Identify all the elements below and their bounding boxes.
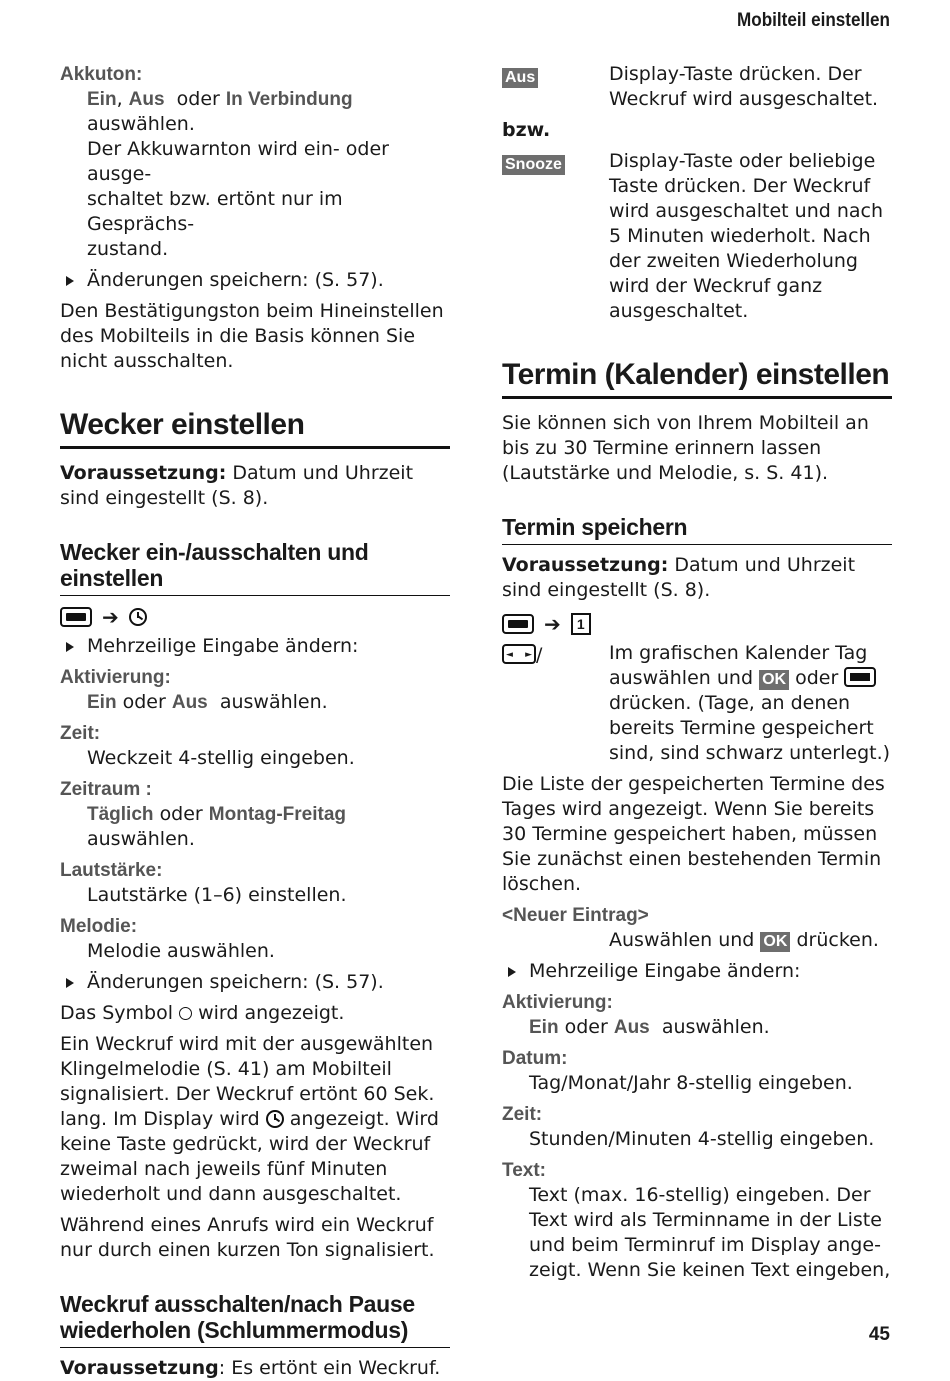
zeit-description: Weckzeit 4-stellig eingeben. — [87, 747, 355, 769]
snooze-key-table — [502, 149, 892, 324]
section-title-termin: Termin (Kalender) einstellen — [502, 358, 892, 399]
termin-list-note: Die Liste der gespeicherten Termine des Tages wird angezeigt. Wenn Sie bereits 30 Termine gespeichert haben, müssen Sie zunächst einen bestehenden Termin löschen. — [502, 773, 885, 895]
snooze-description: Display-Taste oder beliebige Taste drücken. Der Weckruf wird ausgeschaltet und nach 5 Minuten wiederholt. Nach der zweiten Wiederholung wird der Weckruf ganz ausgeschaltet. — [609, 150, 884, 322]
right-column — [502, 62, 892, 1283]
arrow-right-icon: ➔ — [544, 611, 561, 636]
symbol-note — [60, 1001, 450, 1026]
requirement-label: Voraussetzung — [60, 1357, 219, 1379]
requirement-text: Datum und Uhrzeit sind eingestellt (S. 8). — [60, 462, 414, 509]
menu-key-icon — [844, 667, 876, 687]
option-ein: Ein — [87, 89, 117, 110]
save-changes-step: Änderungen speichern: (S. 57). — [60, 970, 450, 995]
snooze-softkey: Snooze — [502, 155, 565, 175]
requirement-label: Voraussetzung: — [60, 462, 227, 484]
aktivierung-label: Aktivierung: — [502, 992, 613, 1013]
text-label: Text: — [502, 1160, 546, 1181]
subsection-title-wecker-ein-aus: Wecker ein-/ausschalten und einstellen — [60, 539, 450, 596]
calendar-icon: 1 — [571, 613, 591, 635]
left-column — [60, 62, 450, 1381]
option-in-verbindung: In Verbindung — [225, 89, 353, 110]
text-description: Text (max. 16-stellig) eingeben. Der Text wird als Terminname in der Liste und beim Terminruf im Display angezeigt. Wenn Sie keinen Text eingeben, — [529, 1184, 891, 1281]
text: Auswählen und — [609, 929, 755, 951]
lautstaerke-description: Lautstärke (1–6) einstellen. — [87, 884, 347, 906]
option-ein: Ein — [529, 1017, 559, 1038]
text: zustand. — [87, 238, 169, 260]
or-text: oder — [176, 88, 220, 110]
snooze-key-table — [502, 62, 892, 112]
zeitraum-description — [60, 802, 450, 852]
requirement — [60, 461, 450, 511]
menu-path — [502, 607, 892, 641]
ok-softkey: OK — [760, 932, 790, 952]
lautstaerke-label: Lautstärke: — [60, 860, 163, 881]
aus-softkey: Aus — [502, 68, 538, 88]
requirement-label: Voraussetzung: — [502, 554, 669, 576]
alarm-symbol-icon — [179, 1007, 192, 1020]
text: Der Akkuwarnton wird ein- oder ausge- — [87, 138, 389, 185]
text: auswählen. — [661, 1016, 770, 1038]
text: drücken. — [796, 929, 879, 951]
akkuton-label: Akkuton: — [60, 64, 143, 85]
text: wird angezeigt. — [198, 1002, 345, 1024]
text: auswählen. — [87, 828, 195, 850]
melodie-description: Melodie auswählen. — [87, 940, 275, 962]
navigation-key-icon — [502, 644, 536, 664]
alarm-clock-icon — [129, 608, 147, 626]
calendar-select-step — [502, 641, 892, 766]
zeit-label: Zeit: — [60, 723, 101, 744]
menu-key-icon — [60, 607, 92, 627]
slash-text: / — [536, 644, 543, 666]
option-taeglich: Täglich — [87, 804, 154, 825]
text: auswählen. — [87, 113, 195, 135]
section-title-wecker: Wecker einstellen — [60, 408, 450, 449]
datum-description: Tag/Monat/Jahr 8-stellig eingeben. — [529, 1072, 853, 1094]
multiline-edit-step: Mehrzeilige Eingabe ändern: — [502, 959, 892, 984]
arrow-right-icon: ➔ — [102, 604, 119, 629]
option-aus: Aus — [171, 692, 208, 713]
weckruf-note — [60, 1032, 450, 1207]
text: schaltet bzw. ertönt nur im Gesprächs- — [87, 188, 343, 235]
option-aus: Aus — [613, 1017, 650, 1038]
neuer-eintrag-label: <Neuer Eintrag> — [502, 905, 649, 926]
text: drücken. (Tage, an denen bereits Termine gespeichert sind, sind schwarz unterlegt.) — [609, 692, 891, 764]
option-aus: Aus — [128, 89, 165, 110]
bzw-text: bzw. — [502, 119, 551, 141]
subsection-title-weckruf-ausschalten: Weckruf ausschalten/nach Pause wiederholen (Schlummermodus) — [60, 1291, 450, 1348]
aktivierung-description — [60, 690, 450, 715]
aus-description: Display-Taste drücken. Der Weckruf wird ausgeschaltet. — [609, 63, 879, 110]
or-text: oder — [122, 691, 166, 713]
zeit-label: Zeit: — [502, 1104, 543, 1125]
subsection-title-termin-speichern: Termin speichern — [502, 514, 892, 545]
menu-key-icon — [502, 614, 534, 634]
text: auswählen. — [219, 691, 328, 713]
akkuton-description: Ein, Aus oder In Verbindung auswählen. Der Akkuwarnton wird ein- oder ausge- schaltet bzw. ertönt nur im Gesprächs- zustand. — [87, 88, 389, 260]
requirement-text: Datum und Uhrzeit sind eingestellt (S. 8). — [502, 554, 856, 601]
text: Das Symbol — [60, 1002, 173, 1024]
option-montag-freitag: Montag-Freitag — [208, 804, 347, 825]
requirement — [60, 1356, 450, 1381]
termin-intro: Sie können sich von Ihrem Mobilteil an bis zu 30 Termine erinnern lassen (Lautstärke und Melodie, s. S. 41). — [502, 412, 869, 484]
aktivierung-label: Aktivierung: — [60, 667, 171, 688]
option-ein: Ein — [87, 692, 117, 713]
or-text: oder — [159, 803, 203, 825]
requirement — [502, 553, 892, 603]
confirm-tone-note: Den Bestätigungston beim Hineinstellen des Mobilteils in die Basis können Sie nicht ausschalten. — [60, 300, 444, 372]
aktivierung-description — [502, 1015, 892, 1040]
calendar-select-description — [609, 641, 892, 766]
multiline-edit-step: Mehrzeilige Eingabe ändern: — [60, 634, 450, 659]
melodie-label: Melodie: — [60, 916, 138, 937]
neuer-eintrag-description — [502, 928, 892, 953]
ok-softkey: OK — [759, 670, 789, 690]
text: Im grafischen Kalender Tag auswählen und — [609, 642, 868, 689]
alarm-clock-icon — [266, 1110, 284, 1128]
text: Ein Weckruf wird mit der ausgewählten Klingelmelodie (S. 41) am Mobilteil signalisiert. Der Weckruf ertönt 60 Sek. lang. Im Display wird — [60, 1033, 435, 1130]
running-header: Mobilteil einstellen — [737, 10, 890, 31]
zeitraum-label: Zeitraum : — [60, 779, 152, 800]
text: angezeigt. Wird keine Taste gedrückt, wird der Weckruf zweimal nach jeweils fünf Minuten wiederholt und dann ausgeschaltet. — [60, 1108, 439, 1205]
requirement-text: : Es ertönt ein Weckruf. — [218, 1357, 441, 1379]
menu-path — [60, 600, 450, 634]
or-text: oder — [795, 667, 839, 689]
page-number: 45 — [868, 1324, 890, 1345]
or-text: oder — [564, 1016, 608, 1038]
save-changes-step: Änderungen speichern: (S. 57). — [60, 268, 450, 293]
zeit-description: Stunden/Minuten 4-stellig eingeben. — [529, 1128, 875, 1150]
datum-label: Datum: — [502, 1048, 568, 1069]
call-alarm-note: Während eines Anrufs wird ein Weckruf nur durch einen kurzen Ton signalisiert. — [60, 1214, 435, 1261]
